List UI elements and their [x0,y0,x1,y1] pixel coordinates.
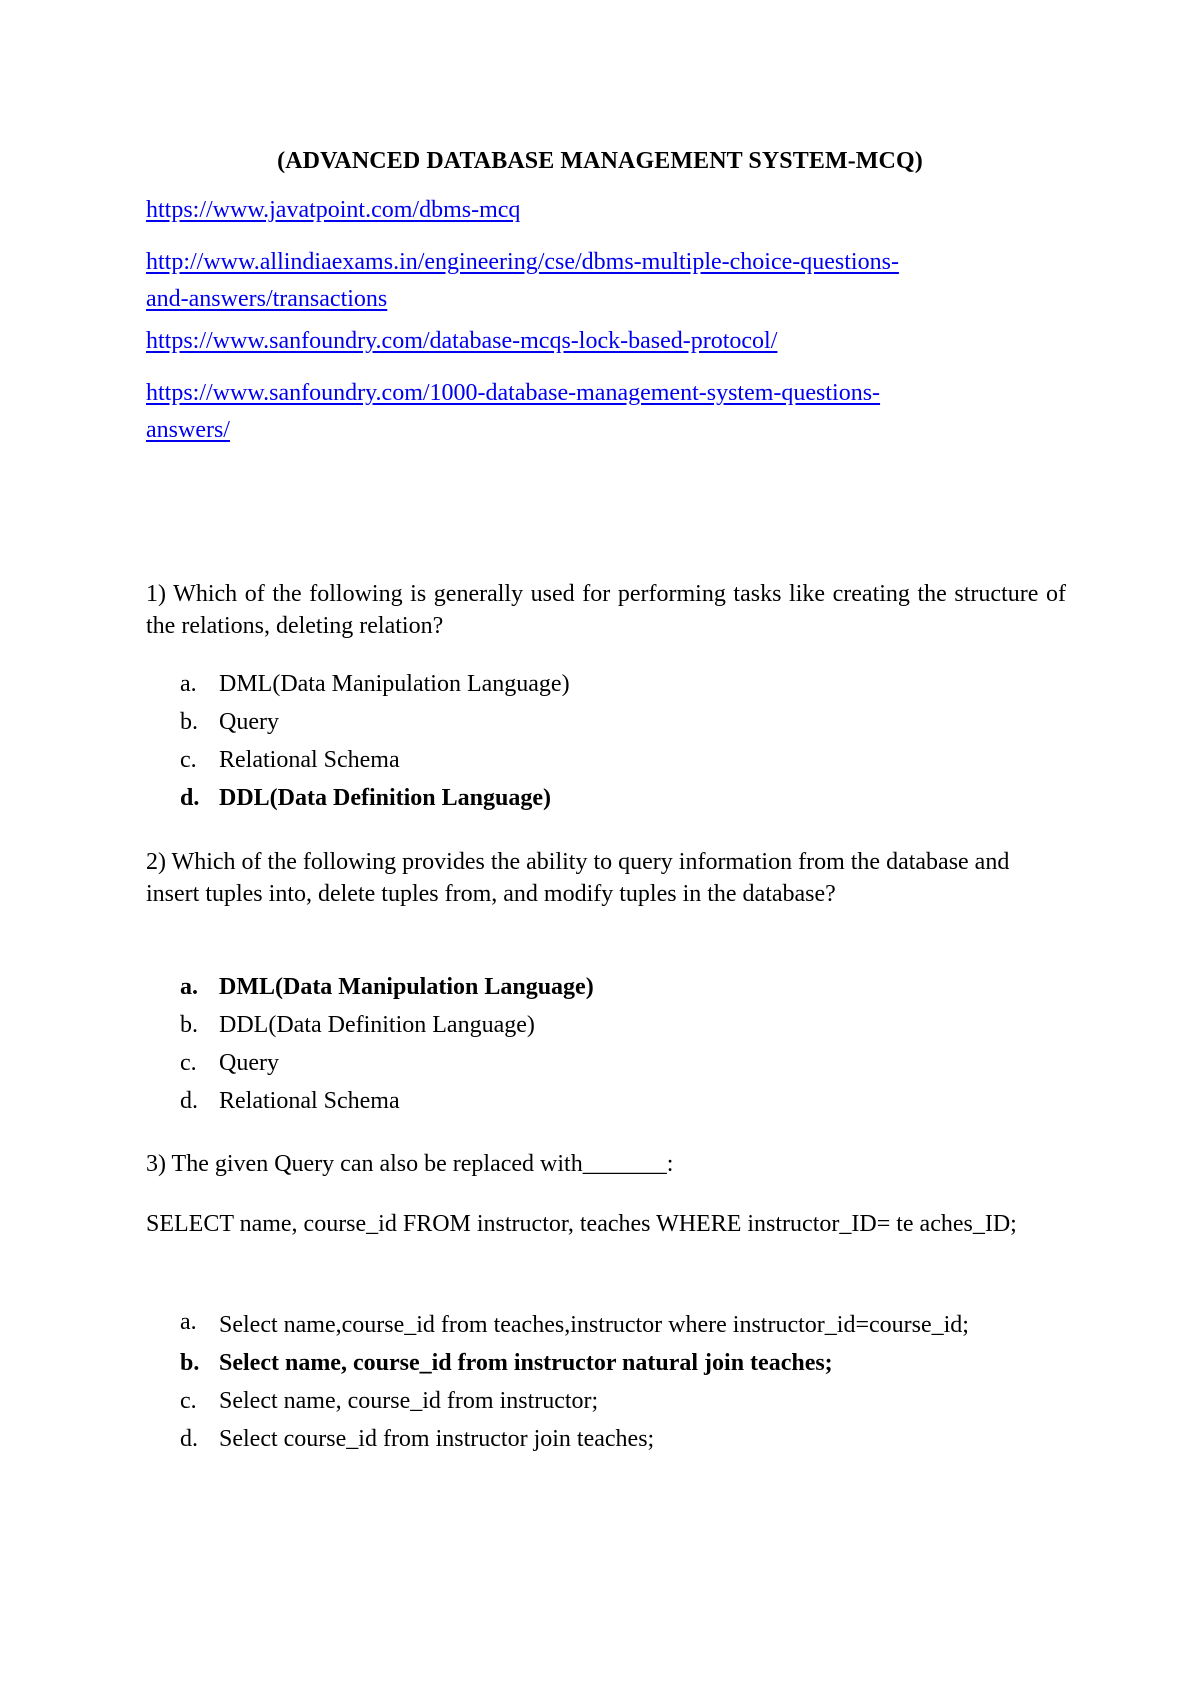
link-allindiaexams[interactable]: http://www.allindiaexams.in/engineering/cse/dbms-multiple-choice-questions- and-answers/transactions [146,249,899,312]
option-letter: b. [180,1350,200,1376]
option-text: DML(Data Manipulation Language) [219,974,594,1000]
option-1c[interactable] [146,741,1046,779]
option-letter: d. [180,1426,198,1452]
link-sanfoundry-1000-questions[interactable]: https://www.sanfoundry.com/1000-database-management-system-questions- answers/ [146,380,881,443]
option-2c[interactable] [146,1044,1046,1082]
link-javatpoint[interactable]: https://www.javatpoint.com/dbms-mcq [146,197,521,223]
question-2-text: 2) Which of the following provides the ability to query information from the database and insert tuples into, delete tuples from, and modify tuples in the database? [146,849,1010,907]
link-sanfoundry-lock-protocol[interactable]: https://www.sanfoundry.com/database-mcqs-lock-based-protocol/ [146,328,778,354]
question-1-options [146,665,1046,817]
option-2d[interactable] [146,1082,1046,1120]
option-letter: a. [180,1309,197,1335]
option-text: Select name, course_id from instructor natural join teaches; [219,1350,833,1376]
option-text: Relational Schema [219,747,400,773]
option-text: DDL(Data Definition Language) [219,785,552,811]
question-2-options [146,968,1046,1120]
option-letter: b. [180,1012,198,1038]
option-text: Select course_id from instructor join teaches; [219,1426,655,1452]
document-title: (ADVANCED DATABASE MANAGEMENT SYSTEM-MCQ) [277,148,923,174]
option-letter: a. [180,974,198,1000]
option-1d-correct-answer[interactable] [146,779,1046,817]
option-1b[interactable] [146,703,1046,741]
option-letter: a. [180,671,197,697]
question-1-text: 1) Which of the following is generally used for performing tasks like creating the structure of the relations, deleting relation? [146,581,1066,639]
question-3-text: 3) The given Query can also be replaced with_______: [146,1151,674,1177]
option-letter: d. [180,1088,198,1114]
option-text: Relational Schema [219,1088,400,1114]
option-letter: b. [180,709,198,735]
option-3b-correct-answer[interactable] [146,1344,1046,1382]
option-letter: d. [180,785,200,811]
question-3-sql-query: SELECT name, course_id FROM instructor, teaches WHERE instructor_ID= te aches_ID; [146,1211,1017,1237]
option-text: DDL(Data Definition Language) [219,1012,535,1038]
option-text: Query [219,1050,279,1076]
option-letter: c. [180,1050,197,1076]
option-text: DML(Data Manipulation Language) [219,671,570,697]
question-3-options [146,1306,1046,1458]
option-text: Query [219,709,279,735]
option-1a[interactable] [146,665,1046,703]
option-letter: c. [180,1388,197,1414]
option-letter: c. [180,747,197,773]
option-3d[interactable] [146,1420,1046,1458]
option-2a-correct-answer[interactable] [146,968,1046,1006]
option-text: Select name, course_id from instructor; [219,1388,599,1414]
option-text: Select name,course_id from teaches,instructor where instructor_id=course_id; [219,1312,969,1338]
option-3a[interactable] [146,1306,1046,1344]
option-3c[interactable] [146,1382,1046,1420]
option-2b[interactable] [146,1006,1046,1044]
